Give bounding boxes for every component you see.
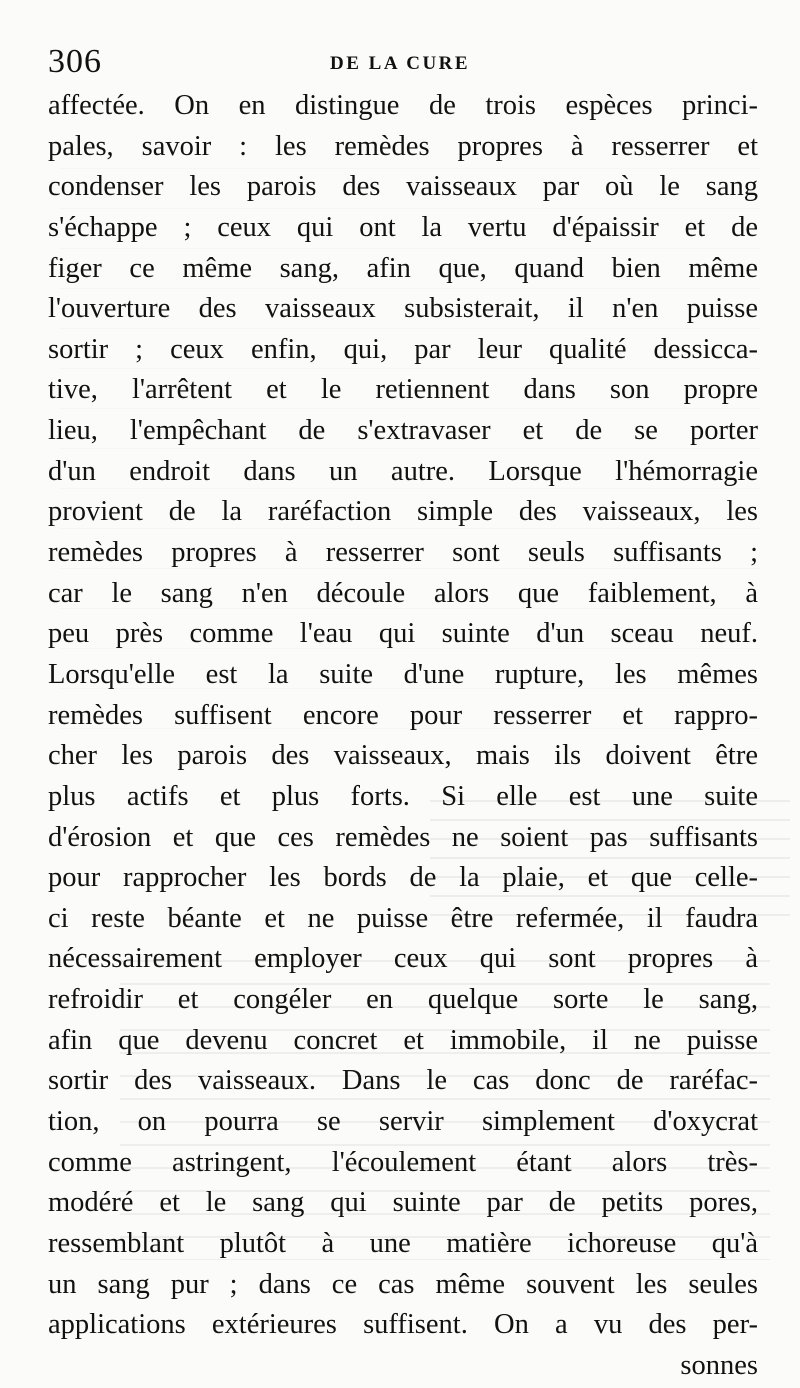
page-number: 306 <box>48 43 102 80</box>
running-title: DE LA CURE <box>330 53 471 74</box>
text-line: car le sang n'en découle alors que faiblement, à <box>48 577 758 609</box>
text-line: pour rapprocher les bords de la plaie, et que celle- <box>48 862 758 894</box>
text-line: modéré et le sang qui suinte par de petits pores, <box>48 1187 758 1219</box>
text-line: s'échappe ; ceux qui ont la vertu d'épaissir et de <box>48 211 758 243</box>
text-line: un sang pur ; dans ce cas même souvent les seules <box>48 1268 758 1300</box>
text-line: lieu, l'empêchant de s'extravaser et de se porter <box>48 415 758 447</box>
text-line: applications extérieures suffisent. On a vu des per- <box>48 1309 758 1341</box>
text-line: plus actifs et plus forts. Si elle est une suite <box>48 780 758 812</box>
text-line: peu près comme l'eau qui suinte d'un sceau neuf. <box>48 618 758 650</box>
text-line: comme astringent, l'écoulement étant alors très- <box>48 1146 758 1178</box>
text-line: figer ce même sang, afin que, quand bien même <box>48 252 758 284</box>
text-line: tion, on pourra se servir simplement d'oxycrat <box>48 1106 758 1138</box>
text-line: l'ouverture des vaisseaux subsisterait, il n'en puisse <box>48 293 758 325</box>
text-line: nécessairement employer ceux qui sont propres à <box>48 943 758 975</box>
text-line: provient de la raréfaction simple des vaisseaux, les <box>48 496 758 528</box>
text-line: tive, l'arrêtent et le retiennent dans son propre <box>48 374 758 406</box>
text-line: remèdes propres à resserrer sont seuls suffisants ; <box>48 537 758 569</box>
text-line: d'un endroit dans un autre. Lorsque l'hémorragie <box>48 455 758 487</box>
text-line: refroidir et congéler en quelque sorte le sang, <box>48 984 758 1016</box>
text-line: ressemblant plutôt à une matière ichoreuse qu'à <box>48 1227 758 1259</box>
text-line: affectée. On en distingue de trois espèces princi- <box>48 90 758 121</box>
catchword: sonnes <box>680 1349 758 1381</box>
text-line: afin que devenu concret et immobile, il ne puisse <box>48 1024 758 1056</box>
text-line: remèdes suffisent encore pour resserrer et rappro- <box>48 699 758 731</box>
text-line: cher les parois des vaisseaux, mais ils doivent être <box>48 740 758 772</box>
text-line: d'érosion et que ces remèdes ne soient pas suffisants <box>48 821 758 853</box>
body-text <box>48 86 758 1387</box>
page-header <box>48 42 758 86</box>
text-line: sortir ; ceux enfin, qui, par leur qualité dessicca- <box>48 333 758 365</box>
text-line: Lorsqu'elle est la suite d'une rupture, les mêmes <box>48 658 758 690</box>
text-line: pales, savoir : les remèdes propres à resserrer et <box>48 130 758 162</box>
text-line: condenser les parois des vaisseaux par où le sang <box>48 171 758 203</box>
text-line: ci reste béante et ne puisse être refermée, il faudra <box>48 902 758 934</box>
text-line: sortir des vaisseaux. Dans le cas donc de raréfac- <box>48 1065 758 1097</box>
